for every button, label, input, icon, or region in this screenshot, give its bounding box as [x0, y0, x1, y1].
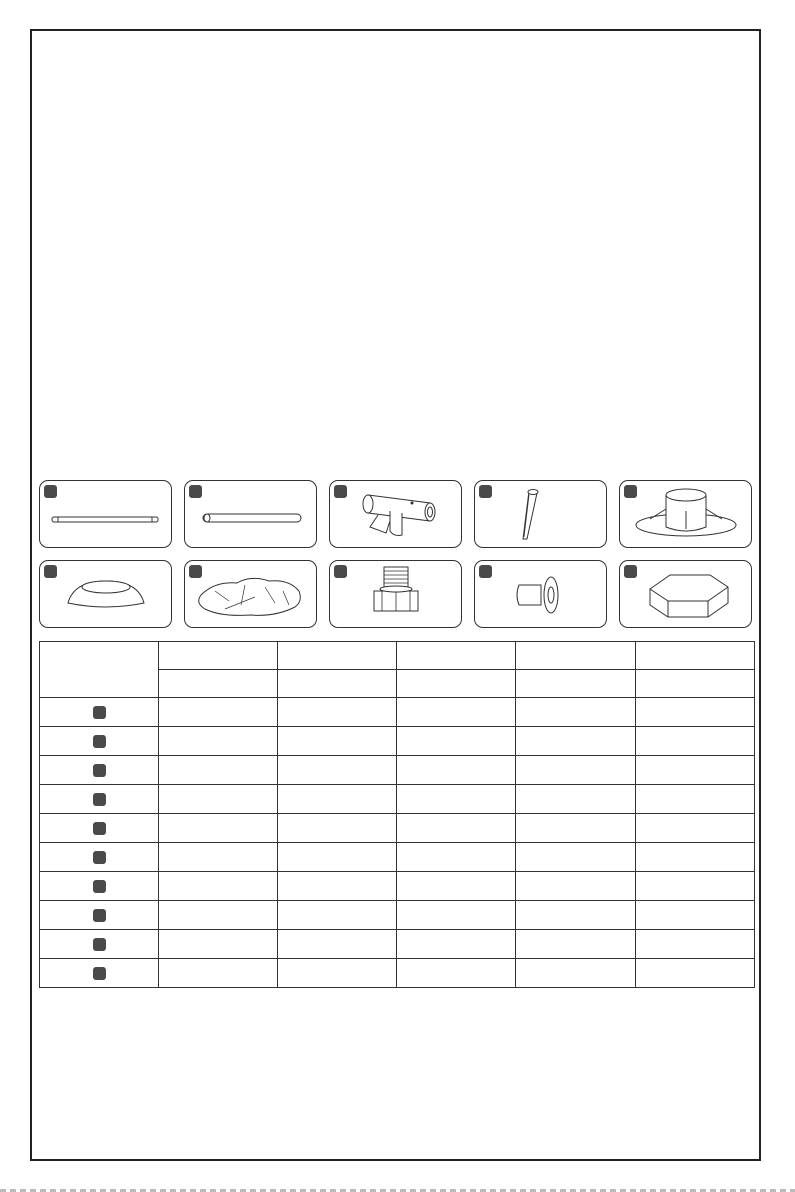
- table-cell: [397, 872, 516, 901]
- table-cell: [159, 785, 278, 814]
- table-cell: [636, 698, 755, 727]
- ring-cap-icon: [40, 561, 171, 627]
- table-cell: [159, 901, 278, 930]
- table-header-cell: [516, 642, 636, 670]
- table-cell: [516, 901, 636, 930]
- table-header-cell: [278, 642, 397, 670]
- table-cell: [636, 727, 755, 756]
- row-badge-cell: [40, 872, 159, 901]
- table-cell: [397, 901, 516, 930]
- table-cell: [159, 843, 278, 872]
- table-cell: [159, 930, 278, 959]
- part-card-10: [619, 560, 752, 628]
- part-number-badge: [93, 706, 106, 719]
- table-cell: [636, 901, 755, 930]
- table-subheader-cell: [516, 670, 636, 698]
- table-cell: [278, 727, 397, 756]
- ground-cloth-icon: [185, 561, 316, 627]
- row-badge-cell: [40, 901, 159, 930]
- table-cell: [159, 814, 278, 843]
- row-badge-cell: [40, 930, 159, 959]
- row-badge-cell: [40, 814, 159, 843]
- table-cell: [516, 814, 636, 843]
- table-cell: [397, 930, 516, 959]
- table-cell: [278, 785, 397, 814]
- part-card-5: [619, 480, 752, 548]
- table-cell: [636, 843, 755, 872]
- part-card-9: [474, 560, 607, 628]
- table-cell: [159, 756, 278, 785]
- table-cell: [159, 698, 278, 727]
- table-row: [40, 698, 755, 727]
- table-cell: [636, 930, 755, 959]
- table-subheader-cell: [397, 670, 516, 698]
- ground-stake-icon: [475, 481, 606, 547]
- table-row: [40, 785, 755, 814]
- table-cell: [516, 698, 636, 727]
- row-badge-cell: [40, 843, 159, 872]
- table-header-row: [40, 642, 755, 670]
- table-cell: [159, 727, 278, 756]
- table-cell: [397, 727, 516, 756]
- table-row: [40, 727, 755, 756]
- table-cell: [278, 930, 397, 959]
- row-badge-cell: [40, 785, 159, 814]
- table-cell: [636, 872, 755, 901]
- part-number-badge: [93, 938, 106, 951]
- table-cell: [636, 756, 755, 785]
- part-card-8: [329, 560, 462, 628]
- table-row: [40, 959, 755, 988]
- part-number-badge: [93, 793, 106, 806]
- table-row: [40, 901, 755, 930]
- table-cell: [397, 843, 516, 872]
- part-number-badge: [93, 880, 106, 893]
- table-cell: [278, 814, 397, 843]
- table-header-cell: [159, 642, 278, 670]
- table-corner-cell: [40, 642, 159, 698]
- part-number-badge: [93, 909, 106, 922]
- part-card-1: [39, 480, 172, 548]
- table-cell: [397, 814, 516, 843]
- table-cell: [278, 756, 397, 785]
- table-cell: [278, 843, 397, 872]
- table-row: [40, 872, 755, 901]
- table-cell: [278, 872, 397, 901]
- row-badge-cell: [40, 698, 159, 727]
- table-subheader-cell: [159, 670, 278, 698]
- part-card-4: [474, 480, 607, 548]
- table-cell: [397, 698, 516, 727]
- table-cell: [636, 814, 755, 843]
- parts-quantity-table: [39, 641, 755, 988]
- table-row: [40, 843, 755, 872]
- leg-base-cup-icon: [620, 481, 751, 547]
- table-cell: [516, 727, 636, 756]
- t-connector-icon: [330, 481, 461, 547]
- table-cell: [278, 698, 397, 727]
- table-header-cell: [397, 642, 516, 670]
- table-cell: [516, 843, 636, 872]
- hex-nut-icon: [620, 561, 751, 627]
- part-number-badge: [93, 822, 106, 835]
- part-card-6: [39, 560, 172, 628]
- table-cell: [397, 959, 516, 988]
- part-card-7: [184, 560, 317, 628]
- part-number-badge: [93, 967, 106, 980]
- row-badge-cell: [40, 727, 159, 756]
- table-cell: [516, 930, 636, 959]
- straight-tube-icon: [40, 481, 171, 547]
- table-row: [40, 756, 755, 785]
- table-cell: [278, 901, 397, 930]
- table-subheader-cell: [636, 670, 755, 698]
- table-cell: [516, 872, 636, 901]
- row-badge-cell: [40, 959, 159, 988]
- part-card-2: [184, 480, 317, 548]
- strainer-plug-icon: [475, 561, 606, 627]
- table-cell: [516, 959, 636, 988]
- row-badge-cell: [40, 756, 159, 785]
- table-cell: [516, 756, 636, 785]
- table-header-cell: [636, 642, 755, 670]
- hose-segment-icon: [185, 481, 316, 547]
- table-cell: [159, 872, 278, 901]
- table-cell: [636, 785, 755, 814]
- table-cell: [159, 959, 278, 988]
- table-cell: [397, 756, 516, 785]
- table-subheader-cell: [278, 670, 397, 698]
- table-row: [40, 814, 755, 843]
- table-cell: [278, 959, 397, 988]
- part-number-badge: [93, 851, 106, 864]
- table-cell: [516, 785, 636, 814]
- table-row: [40, 930, 755, 959]
- table-cell: [397, 785, 516, 814]
- part-number-badge: [93, 735, 106, 748]
- table-cell: [636, 959, 755, 988]
- part-number-badge: [93, 764, 106, 777]
- drain-valve-connector-icon: [330, 561, 461, 627]
- part-card-3: [329, 480, 462, 548]
